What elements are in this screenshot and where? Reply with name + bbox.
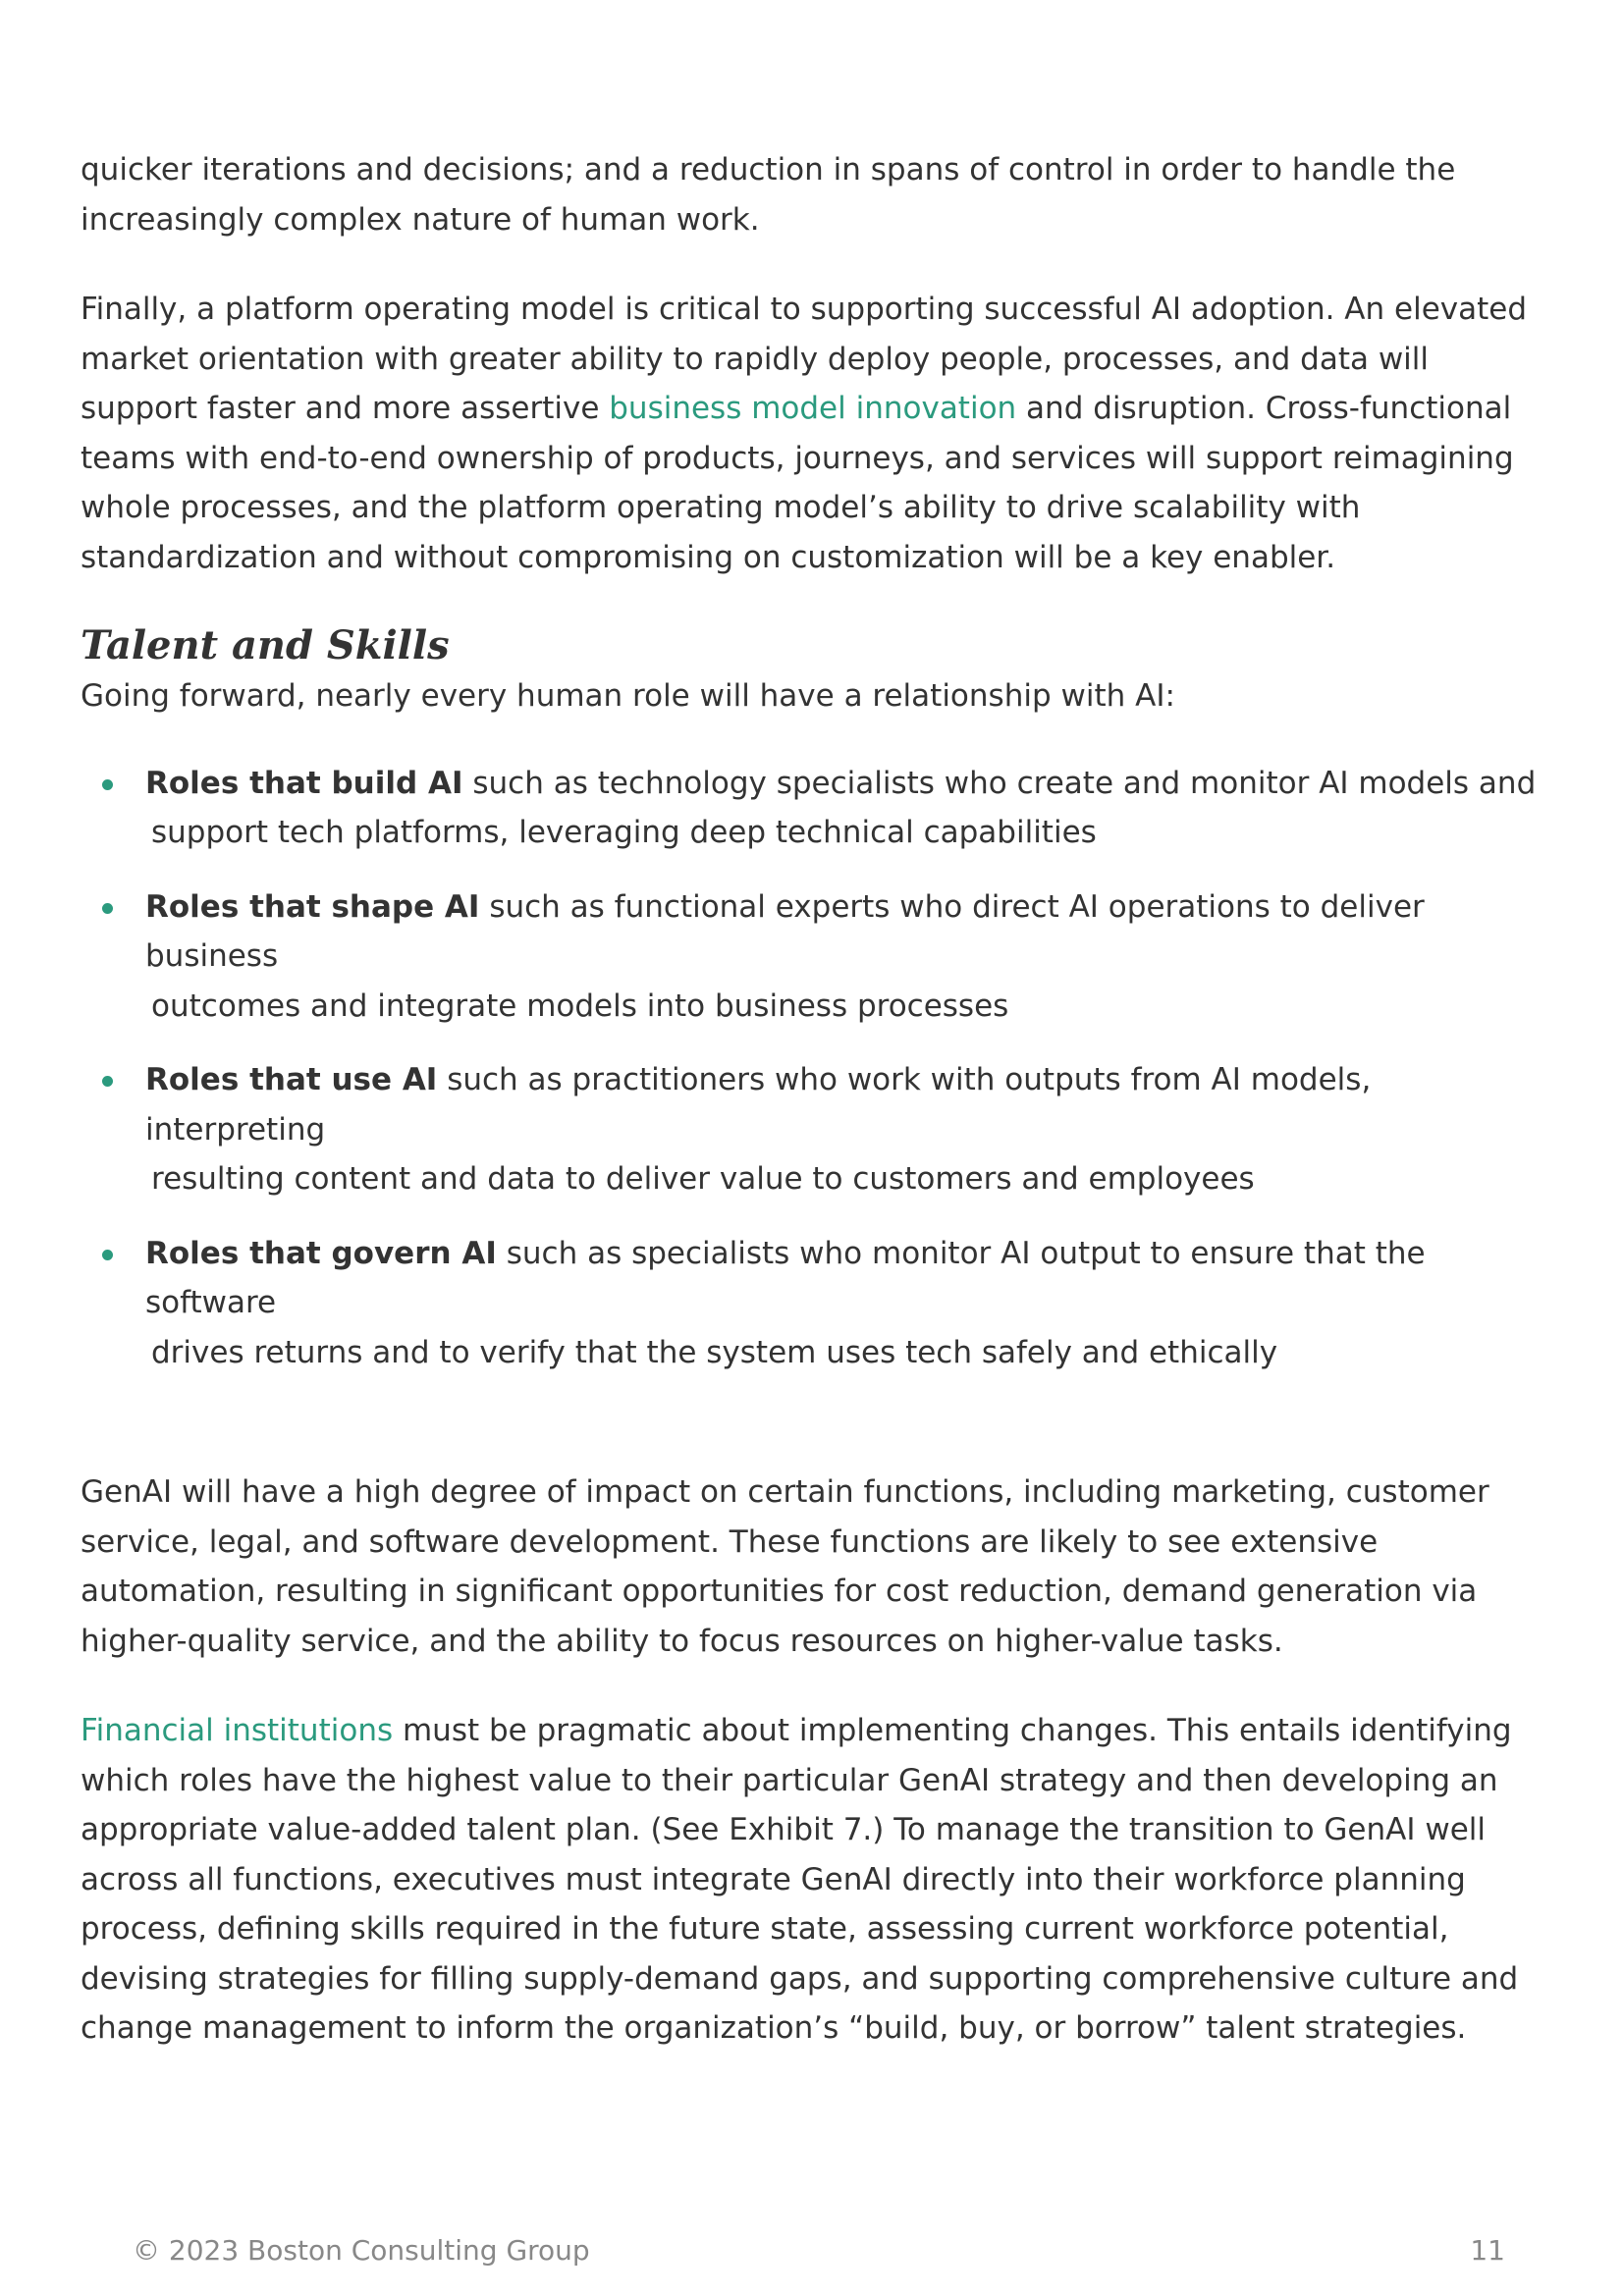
role-description-continued: drives returns and to verify that the system uses tech safely and ethically <box>151 1334 1278 1370</box>
role-title: Roles that shape AI <box>145 888 480 925</box>
paragraph-text: and disruption. Cross-functional teams with end-to-end ownership of products, journeys, and services will support reimagining whole processes, and the platform operating model’s ability to drive scalability with standardization and without compromising on customization will be a key enabler. <box>81 391 1514 575</box>
paragraph-spans-of-control: quicker iterations and decisions; and a reduction in spans of control in order to handle the increasingly complex nature of human work. <box>81 152 1456 238</box>
financial-institutions-link[interactable]: Financial institutions <box>81 1713 394 1748</box>
role-description-continued: outcomes and integrate models into business processes <box>151 988 1009 1024</box>
paragraph-platform-operating-model <box>81 285 1553 582</box>
paragraph-text: Finally, a platform operating model is critical to supporting successful AI adoption. An elevated market orientation with greater ability to rapidly deploy people, processes, and data will support faster and more assertive <box>81 292 1528 426</box>
page-footer <box>133 2234 1505 2267</box>
roles-list <box>81 759 1553 1378</box>
list-item <box>81 1229 1553 1378</box>
bullet-icon <box>102 903 113 914</box>
list-item <box>81 759 1553 858</box>
paragraph-text: must be pragmatic about implementing changes. This entails identifying which roles have the highest value to their particular GenAI strategy and then developing an appropriate value-added talent plan. (See Exhibit 7.) To manage the transition to GenAI well across all functions, executives must integrate GenAI directly into their workforce planning process, defining skills required in the future state, assessing current workforce potential, devising strategies for filling supply-demand gaps, and supporting comprehensive culture and change management to inform the organization’s “build, buy, or borrow” talent strategies. <box>81 1713 1519 2046</box>
section-intro: Going forward, nearly every human role will have a relationship with AI: <box>81 678 1175 714</box>
list-item <box>81 1055 1553 1204</box>
page-number: 11 <box>1470 2234 1505 2267</box>
list-item <box>81 882 1553 1032</box>
bullet-icon <box>102 1250 113 1260</box>
role-title: Roles that govern AI <box>145 1235 497 1271</box>
section-heading: Talent and Skills <box>81 622 450 668</box>
document-body <box>81 145 1553 2094</box>
role-description: such as practitioners who work with outputs from AI models, interpreting <box>145 1062 1372 1148</box>
role-description-continued: support tech platforms, leveraging deep technical capabilities <box>151 815 1097 850</box>
bullet-icon <box>102 779 113 790</box>
business-model-innovation-link[interactable]: business model innovation <box>609 391 1017 426</box>
role-title: Roles that build AI <box>145 765 463 801</box>
copyright-text: © 2023 Boston Consulting Group <box>133 2234 590 2267</box>
role-description: such as functional experts who direct AI operations to deliver business <box>145 888 1425 974</box>
role-description-continued: resulting content and data to deliver value to customers and employees <box>151 1161 1255 1197</box>
paragraph-genai-impact: GenAI will have a high degree of impact on certain functions, including marketing, customer service, legal, and software development. These functions are likely to see extensive automation, resulting in significant opportunities for cost reduction, demand generation via higher-quality service, and the ability to focus resources on higher-value tasks. <box>81 1474 1489 1659</box>
role-description: such as specialists who monitor AI output to ensure that the software <box>145 1235 1426 1320</box>
role-title: Roles that use AI <box>145 1062 438 1097</box>
role-description: such as technology specialists who create and monitor AI models and <box>462 765 1537 801</box>
paragraph-financial-institutions <box>81 1706 1553 2054</box>
bullet-icon <box>102 1076 113 1087</box>
